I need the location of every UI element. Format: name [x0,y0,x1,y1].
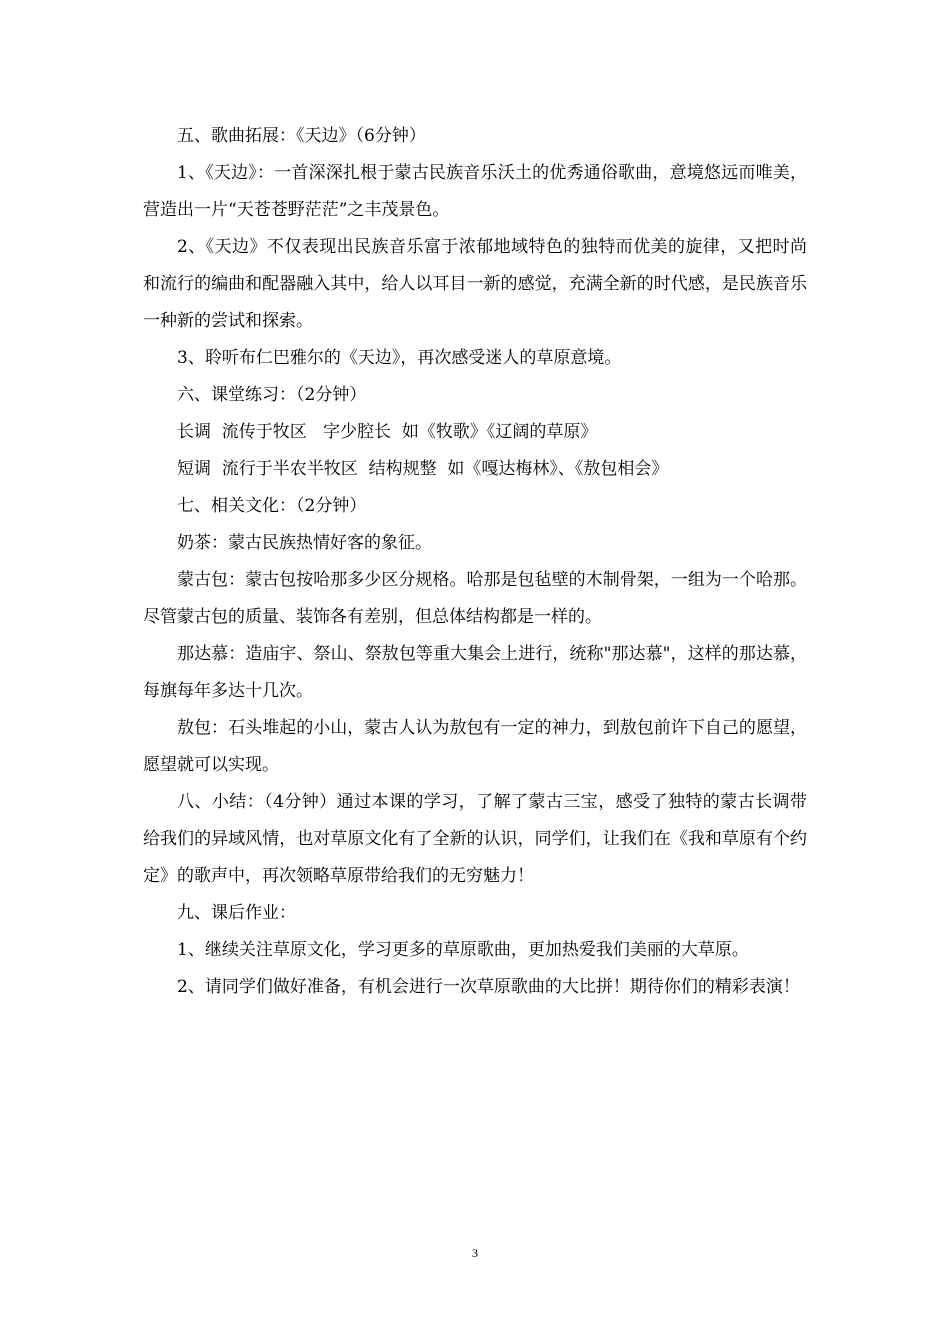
paragraph-listening: 3、聆听布仁巴雅尔的《天边》，再次感受迷人的草原意境。 [177,348,622,368]
paragraph-homework-2: 2、请同学们做好准备，有机会进行一次草原歌曲的大比拼！期待你们的精彩表演！ [177,977,800,997]
paragraph-homework-1: 1、继续关注草原文化，学习更多的草原歌曲，更加热爱我们美丽的大草原。 [177,940,749,960]
paragraph-yurt: 蒙古包：蒙古包按哈那多少区分规格。哈那是包毡壁的木制骨架，一组为一个哈那。尽管蒙古包的质量、装饰各有差别，但总体结构都是一样的。 [143,570,807,627]
paragraph-tianbian-features: 2、《天边》不仅表现出民族音乐富于浓郁地域特色的独特而优美的旋律，又把时尚和流行的编曲和配器融入其中，给人以耳目一新的感觉，充满全新的时代感，是民族音乐一种新的尝试和探索。 [143,237,807,331]
section-heading-homework: 九、课后作业： [177,903,296,923]
paragraph-tianbian-intro: 1、《天边》：一首深深扎根于蒙古民族音乐沃土的优秀通俗歌曲，意境悠远而唯美，营造出一片“天苍苍野茫茫”之丰茂景色。 [143,163,807,220]
section-heading-related-culture: 七、相关文化：（2分钟） [177,496,367,516]
paragraph-short-tune: 短调 流行于半农半牧区 结构规整 如《嘎达梅林》、《敖包相会》 [177,459,669,479]
document-body [143,118,807,1006]
paragraph-obo: 敖包：石头堆起的小山，蒙古人认为敖包有一定的神力，到敖包前许下自己的愿望，愿望就可以实现。 [143,718,807,775]
section-heading-song-extension: 五、歌曲拓展：《天边》（6分钟） [177,126,426,146]
paragraph-milk-tea: 奶茶：蒙古民族热情好客的象征。 [177,533,432,553]
section-heading-classroom-exercise: 六、课堂练习：（2分钟） [177,385,367,405]
page-number: 3 [472,1246,478,1260]
paragraph-long-tune: 长调 流传于牧区 字少腔长 如《牧歌》《辽阔的草原》 [177,422,598,442]
paragraph-naadam: 那达慕：造庙宇、祭山、祭敖包等重大集会上进行，统称"那达慕"，这样的那达慕，每旗每年多达十几次。 [143,644,807,701]
paragraph-summary: 八、小结：（4分钟）通过本课的学习，了解了蒙古三宝，感受了独特的蒙古长调带给我们的异域风情，也对草原文化有了全新的认识，同学们，让我们在《我和草原有个约定》的歌声中，再次领略草原带给我们的无穷魅力！ [143,792,807,886]
